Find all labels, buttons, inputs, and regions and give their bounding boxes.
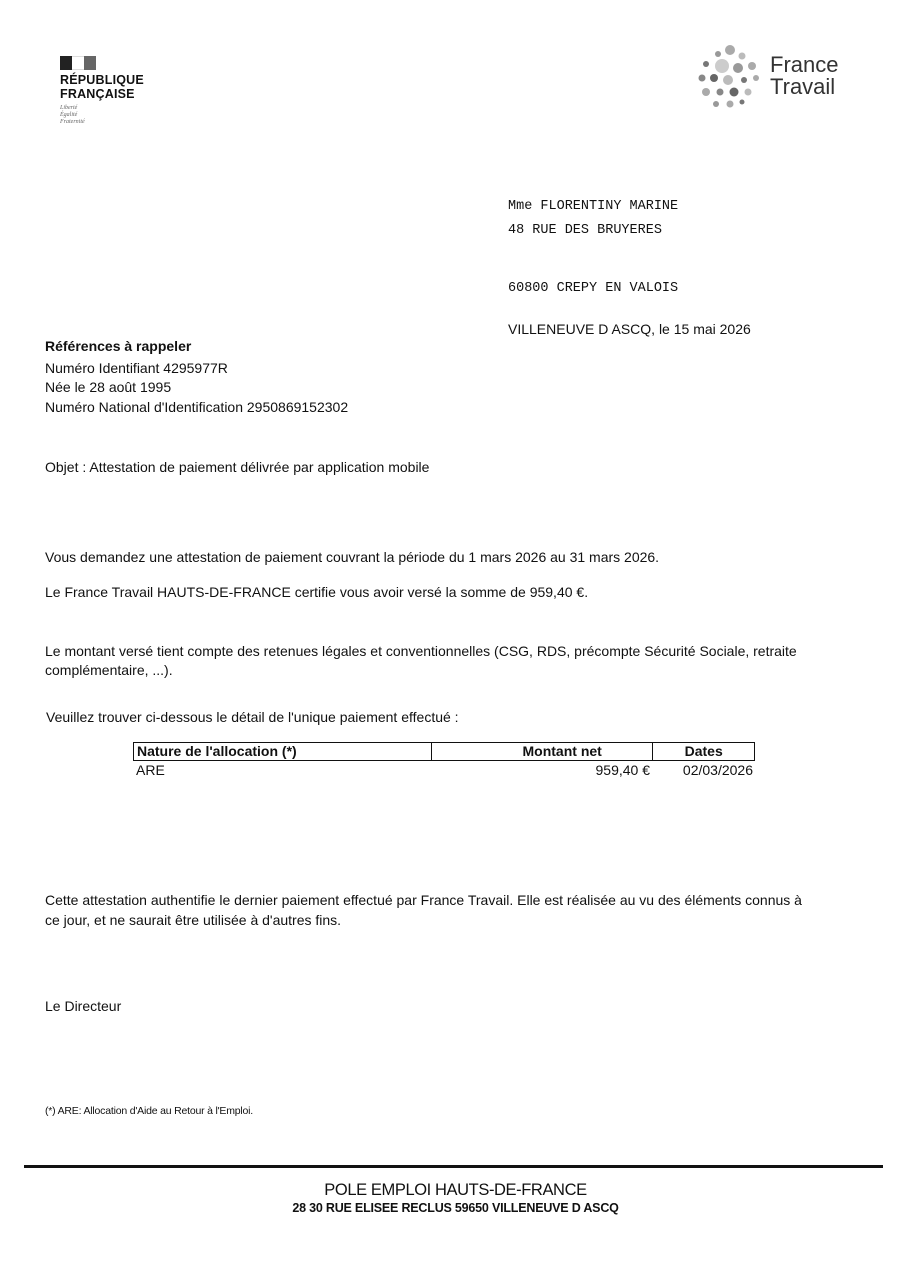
republique-francaise-logo	[60, 56, 160, 126]
header-nature: Nature de l'allocation (*)	[134, 743, 432, 760]
motto-line-3: Fraternité	[60, 119, 85, 125]
recipient-street: 48 RUE DES BRUYERES	[508, 223, 662, 238]
place-date: VILLENEUVE D ASCQ, le 15 mai 2026	[508, 321, 751, 337]
footer-divider	[24, 1165, 883, 1168]
header-amount: Montant net	[432, 743, 653, 760]
republic-line-2: FRANÇAISE	[60, 87, 135, 101]
cell-date: 02/03/2026	[682, 762, 753, 778]
footer-organization: POLE EMPLOI HAUTS-DE-FRANCE	[324, 1181, 587, 1199]
references-title: Références à rappeler	[45, 338, 192, 354]
paragraph-authentication-line-1: Cette attestation authentifie le dernier paiement effectué par France Travail. Elle est réalisée au vu des éléments connus à	[45, 892, 802, 908]
republic-name	[60, 73, 160, 101]
footer-address: 28 30 RUE ELISEE RECLUS 59650 VILLENEUVE D ASCQ	[292, 1201, 619, 1215]
paragraph-deductions-line-2: complémentaire, ...).	[45, 662, 173, 678]
brand-line-1: France	[770, 52, 839, 77]
birth-date: Née le 28 août 1995	[45, 379, 172, 395]
motto-line-2: Égalité	[60, 112, 78, 118]
national-id: Numéro National d'Identification 2950869152302	[45, 399, 349, 415]
motto-line-1: Liberté	[60, 105, 78, 111]
dots-cluster-icon	[694, 44, 766, 110]
table-header	[133, 742, 755, 761]
table-row	[133, 761, 755, 779]
paragraph-authentication-line-2: ce jour, et ne saurait être utilisée à d'autres fins.	[45, 912, 342, 928]
paragraph-amount: Le France Travail HAUTS-DE-FRANCE certifie vous avoir versé la somme de 959,40 €.	[45, 584, 589, 600]
header-dates: Dates	[684, 743, 723, 759]
paragraph-period: Vous demandez une attestation de paiement couvrant la période du 1 mars 2026 au 31 mars 2026.	[45, 549, 660, 565]
cell-amount: 959,40 €	[595, 762, 650, 778]
republic-line-1: RÉPUBLIQUE	[60, 73, 144, 87]
footnote: (*) ARE: Allocation d'Aide au Retour à l'Emploi.	[45, 1105, 254, 1117]
cell-nature: ARE	[136, 762, 165, 778]
france-travail-wordmark	[770, 54, 838, 98]
identifier-number: Numéro Identifiant 4295977R	[45, 360, 228, 376]
paragraph-deductions-line-1: Le montant versé tient compte des retenues légales et conventionnelles (CSG, RDS, précompte Sécurité Sociale, retraite	[45, 643, 797, 659]
brand-line-2: Travail	[770, 74, 836, 99]
republic-motto	[60, 105, 160, 126]
signature: Le Directeur	[45, 998, 122, 1014]
recipient-city: 60800 CREPY EN VALOIS	[508, 281, 679, 296]
payment-table	[133, 742, 755, 779]
recipient-name: Mme FLORENTINY MARINE	[508, 199, 679, 214]
paragraph-detail-intro: Veuillez trouver ci-dessous le détail de l'unique paiement effectué :	[46, 709, 459, 725]
letter-object: Objet : Attestation de paiement délivrée par application mobile	[45, 459, 430, 475]
france-travail-logo	[694, 44, 864, 110]
marianne-flag-icon	[60, 56, 96, 70]
